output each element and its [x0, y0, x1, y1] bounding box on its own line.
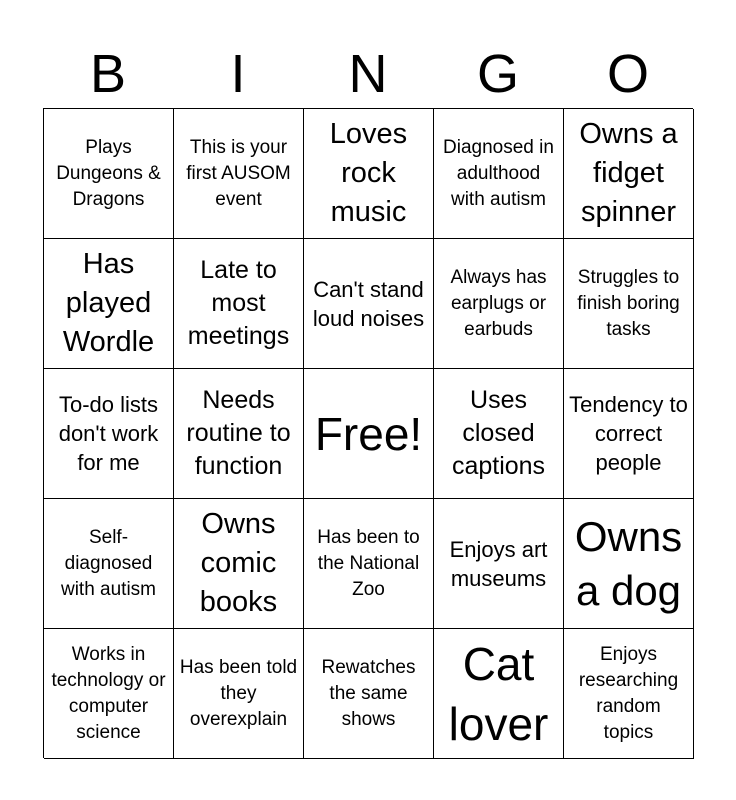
bingo-cell[interactable] — [434, 109, 564, 239]
bingo-cell[interactable] — [44, 499, 174, 629]
cell-text: This is your first AUSOM event — [186, 136, 291, 210]
cell-text: Has been to the National Zoo — [317, 526, 420, 600]
bingo-cell[interactable] — [44, 629, 174, 759]
bingo-cell[interactable] — [44, 239, 174, 369]
bingo-cell[interactable] — [564, 239, 694, 369]
bingo-cell[interactable] — [304, 629, 434, 759]
cell-text: Enjoys art museums — [449, 536, 548, 591]
bingo-cell[interactable] — [304, 109, 434, 239]
header-letter-i: I — [230, 44, 246, 104]
free-space-text: Free! — [314, 407, 423, 460]
cell-text: Has been told they overexplain — [179, 656, 298, 730]
bingo-cell[interactable] — [174, 629, 304, 759]
cell-text: Cat lover — [448, 637, 549, 750]
bingo-header — [43, 40, 693, 108]
header-letter-n: N — [348, 44, 388, 104]
header-letter-o: O — [606, 44, 649, 104]
cell-text: Tendency to correct people — [569, 392, 688, 475]
cell-text: Plays Dungeons & Dragons — [56, 136, 161, 210]
cell-text: To-do lists don't work for me — [58, 392, 159, 475]
cell-text: Loves rock music — [329, 118, 408, 228]
bingo-cell[interactable] — [304, 499, 434, 629]
bingo-cell[interactable] — [304, 239, 434, 369]
bingo-cell[interactable] — [434, 629, 564, 759]
cell-text: Uses closed captions — [451, 386, 546, 480]
header-letter-b: B — [89, 44, 127, 104]
bingo-cell[interactable] — [44, 369, 174, 499]
bingo-cell[interactable] — [434, 369, 564, 499]
cell-text: Owns a fidget spinner — [579, 118, 678, 228]
cell-text: Has played Wordle — [62, 248, 155, 358]
cell-text: Always has earplugs or earbuds — [450, 266, 547, 340]
cell-text: Rewatches the same shows — [321, 656, 416, 730]
cell-text: Owns comic books — [199, 508, 278, 618]
bingo-cell[interactable] — [564, 629, 694, 759]
cell-text: Late to most meetings — [187, 256, 290, 350]
bingo-cell[interactable] — [174, 369, 304, 499]
bingo-cell[interactable] — [174, 239, 304, 369]
cell-text: Enjoys researching random topics — [578, 643, 679, 743]
bingo-cell[interactable] — [564, 499, 694, 629]
bingo-cell[interactable] — [174, 499, 304, 629]
cell-text: Diagnosed in adulthood with autism — [443, 136, 554, 210]
bingo-cell[interactable] — [44, 109, 174, 239]
cell-text: Needs routine to function — [186, 386, 291, 480]
bingo-cell[interactable] — [564, 109, 694, 239]
cell-text: Can't stand loud noises — [312, 276, 425, 331]
bingo-card — [43, 108, 693, 758]
bingo-cell[interactable] — [434, 239, 564, 369]
cell-text: Owns a dog — [574, 512, 683, 614]
free-space-cell[interactable] — [304, 369, 434, 499]
cell-text: Self-diagnosed with autism — [60, 526, 157, 600]
bingo-cell[interactable] — [434, 499, 564, 629]
header-letter-g: G — [476, 44, 519, 104]
cell-text: Works in technology or computer science — [51, 643, 166, 743]
cell-text: Struggles to finish boring tasks — [577, 266, 680, 340]
bingo-cell[interactable] — [174, 109, 304, 239]
bingo-cell[interactable] — [564, 369, 694, 499]
